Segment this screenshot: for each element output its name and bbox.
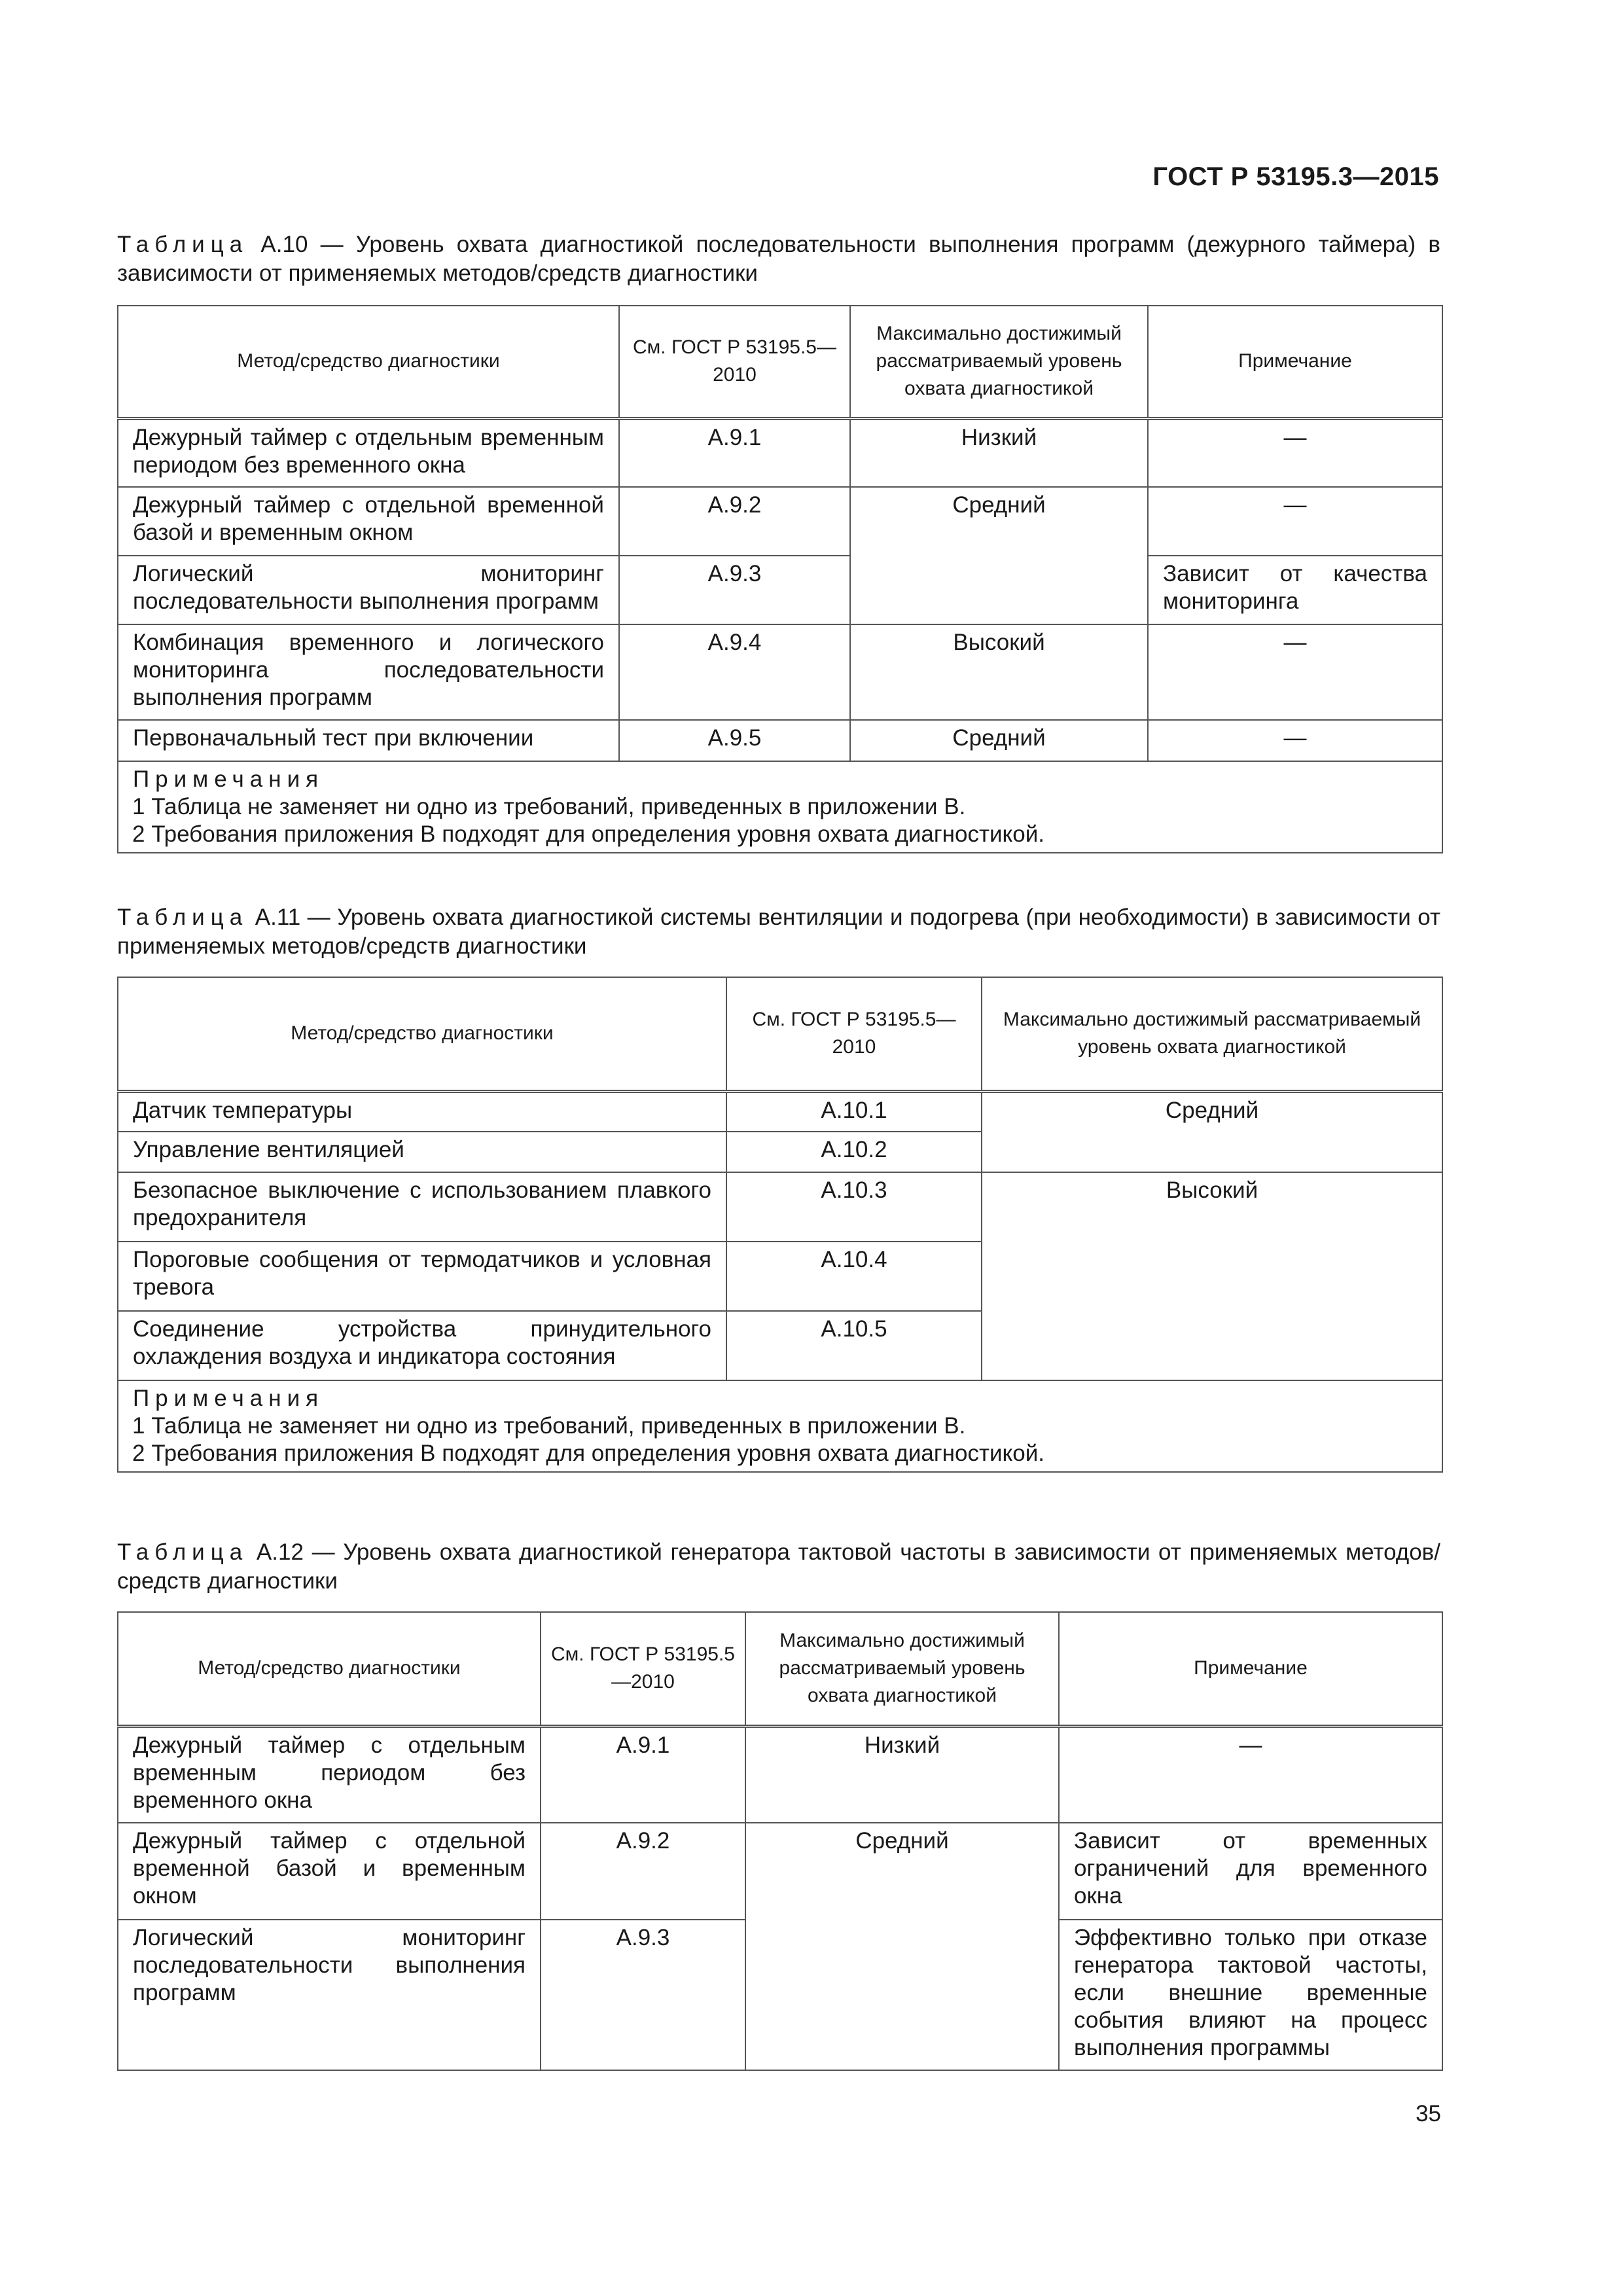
table-a12 <box>117 1611 1443 2071</box>
note-item: 1 Таблица не заменяет ни одно из требований, приведенных в приложении В. <box>132 1413 966 1439</box>
level-cell: Средний <box>850 720 1148 761</box>
table-row <box>118 1091 1442 1132</box>
method-cell: Безопасное выключение с использованием плавкого предохранителя <box>118 1172 726 1242</box>
note-cell: Зависит от временных ограничений для временного окна <box>1059 1823 1442 1920</box>
ref-cell: А.9.1 <box>541 1726 745 1823</box>
note-cell: — <box>1148 487 1442 556</box>
note-item: 2 Требования приложения В подходят для определения уровня охвата диагностикой. <box>132 821 1044 847</box>
header-level: Максимально достижимый рассматриваемый уровень охвата диагностикой <box>745 1612 1059 1726</box>
note-cell: Зависит от качества мониторинга <box>1148 556 1442 624</box>
method-cell: Пороговые сообщения от термодатчиков и условная тревога <box>118 1242 726 1311</box>
ref-cell: А.9.2 <box>619 487 850 556</box>
method-cell: Соединение устройства принудительного охлаждения воздуха и индикатора состояния <box>118 1311 726 1380</box>
header-ref: См. ГОСТ Р 53195.5—2010 <box>726 977 982 1091</box>
method-cell: Логический мониторинг последовательности выполнения программ <box>118 556 619 624</box>
ref-cell: А.10.1 <box>726 1091 982 1132</box>
note-cell: — <box>1148 418 1442 487</box>
method-cell: Дежурный таймер с отдельной временной базой и временным окном <box>118 1823 541 1920</box>
method-cell: Дежурный таймер с отдельным временным периодом без временного окна <box>118 418 619 487</box>
level-cell: Высокий <box>982 1172 1442 1380</box>
ref-cell: А.10.5 <box>726 1311 982 1380</box>
table-row <box>118 624 1442 720</box>
level-cell: Средний <box>982 1091 1442 1172</box>
ref-cell: А.10.3 <box>726 1172 982 1242</box>
table-a12-caption <box>117 1538 1440 1596</box>
header-method: Метод/средство диагностики <box>118 977 726 1091</box>
ref-cell: А.10.2 <box>726 1132 982 1172</box>
method-cell: Управление вентиляцией <box>118 1132 726 1172</box>
table-row <box>118 556 1442 624</box>
note-cell: Эффективно только при отказе генератора тактовой частоты, если внешние временные события влияют на процесс выполнения программы <box>1059 1920 1442 2070</box>
table-row <box>118 418 1442 487</box>
table-a11-caption <box>117 903 1440 961</box>
notes-title: Примечания <box>133 766 325 792</box>
note-cell: — <box>1148 720 1442 761</box>
table-row <box>118 1726 1442 1823</box>
note-item: 2 Требования приложения В подходят для определения уровня охвата диагностикой. <box>132 1441 1044 1466</box>
table-a11 <box>117 977 1443 1473</box>
notes-title: Примечания <box>133 1386 325 1411</box>
table-a10-caption <box>117 230 1440 288</box>
note-cell: — <box>1059 1726 1442 1823</box>
ref-cell: А.9.2 <box>541 1823 745 1920</box>
ref-cell: А.9.3 <box>619 556 850 624</box>
header-ref: См. ГОСТ Р 53195.5—2010 <box>541 1612 745 1726</box>
ref-cell: А.9.4 <box>619 624 850 720</box>
method-cell: Датчик температуры <box>118 1091 726 1132</box>
notes-cell <box>118 1380 1442 1472</box>
header-method: Метод/средство диагностики <box>118 1612 541 1726</box>
caption-label: Таблица <box>117 1539 249 1565</box>
method-cell: Логический мониторинг последовательности выполнения программ <box>118 1920 541 2070</box>
caption-label: Таблица <box>117 232 249 257</box>
ref-cell: А.9.1 <box>619 418 850 487</box>
notes-cell <box>118 761 1442 853</box>
table-row <box>118 720 1442 761</box>
note-cell: — <box>1148 624 1442 720</box>
level-cell: Средний <box>850 487 1148 624</box>
table-a10 <box>117 305 1443 853</box>
ref-cell: А.9.3 <box>541 1920 745 2070</box>
level-cell: Высокий <box>850 624 1148 720</box>
ref-cell: А.10.4 <box>726 1242 982 1311</box>
method-cell: Дежурный таймер с отдельной временной базой и временным окном <box>118 487 619 556</box>
header-note: Примечание <box>1059 1612 1442 1726</box>
note-item: 1 Таблица не заменяет ни одно из требований, приведенных в приложении В. <box>132 794 966 819</box>
header-note: Примечание <box>1148 306 1442 418</box>
table-row <box>118 1172 1442 1242</box>
method-cell: Дежурный таймер с отдельным временным периодом без временного окна <box>118 1726 541 1823</box>
method-cell: Комбинация временного и логического мониторинга последовательности выполнения программ <box>118 624 619 720</box>
level-cell: Низкий <box>745 1726 1059 1823</box>
header-ref: См. ГОСТ Р 53195.5—2010 <box>619 306 850 418</box>
table-row <box>118 1823 1442 1920</box>
page-number: 35 <box>1416 2101 1441 2126</box>
ref-cell: А.9.5 <box>619 720 850 761</box>
header-level: Максимально достижимый рассматриваемый уровень охвата диагностикой <box>982 977 1442 1091</box>
header-method: Метод/средство диагностики <box>118 306 619 418</box>
caption-text: А.10 — Уровень охвата диагностикой последовательности выполнения программ (дежурного таймера) в зависимости от применяемых методов/средств диагностики <box>117 232 1440 286</box>
level-cell: Низкий <box>850 418 1148 487</box>
notes-row <box>118 761 1442 853</box>
method-cell: Первоначальный тест при включении <box>118 720 619 761</box>
notes-row <box>118 1380 1442 1472</box>
level-cell: Средний <box>745 1823 1059 2070</box>
caption-label: Таблица <box>117 905 249 930</box>
document-header: ГОСТ Р 53195.3—2015 <box>1152 162 1439 191</box>
header-level: Максимально достижимый рассматриваемый уровень охвата диагностикой <box>850 306 1148 418</box>
table-row <box>118 487 1442 556</box>
caption-text: А.11 — Уровень охвата диагностикой системы вентиляции и подогрева (при необходимости) в зависимости от применяемых методов/средств диагностики <box>117 905 1440 959</box>
caption-text: А.12 — Уровень охвата диагностикой генератора тактовой частоты в зависимости от применяемых методов/средств диагностики <box>117 1539 1440 1594</box>
